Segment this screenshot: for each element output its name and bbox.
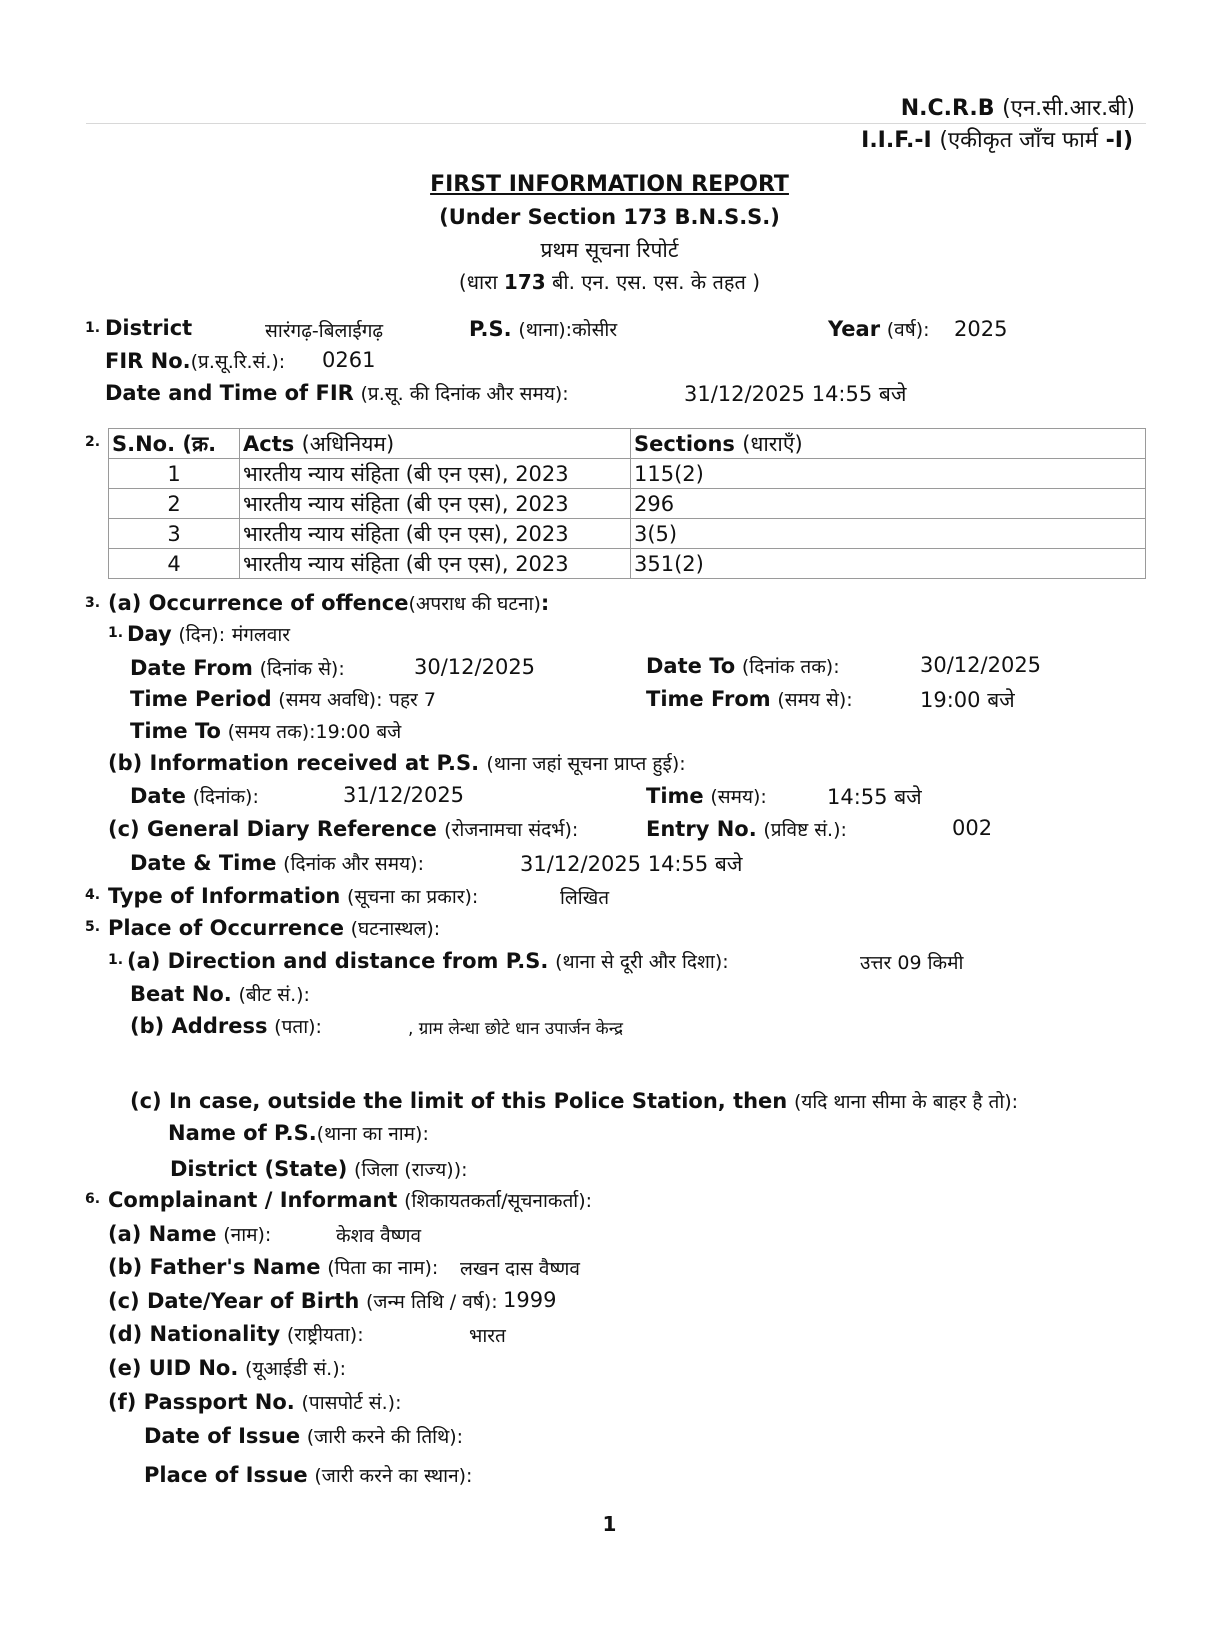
fir-no-value: 0261	[322, 348, 376, 372]
dob-value: 1999	[503, 1288, 557, 1312]
time-from-value: 19:00 बजे	[920, 688, 1015, 712]
ps-value: कोसीर	[572, 319, 618, 341]
date-to-value: 30/12/2025	[920, 653, 1042, 677]
occurrence-label-hi: (अपराध की घटना)	[408, 593, 541, 615]
time-to-label-hi: (समय तक):	[227, 721, 316, 743]
gd-reference-label: (c) General Diary Reference	[108, 817, 437, 841]
entry-no-label-hi: (प्रविष्ट सं.):	[763, 819, 847, 841]
year-label: Year	[828, 317, 881, 341]
year-value: 2025	[954, 317, 1008, 341]
time-period-label-hi: (समय अवधि):	[278, 689, 383, 711]
occurrence-heading	[108, 590, 549, 616]
time-from-field	[646, 686, 853, 712]
table-row	[109, 549, 1146, 579]
direction-distance-field	[127, 948, 729, 974]
gd-reference-label-hi: (रोजनामचा संदर्भ):	[444, 819, 579, 841]
outside-limit-field	[130, 1088, 1018, 1114]
complainant-label: Complainant / Informant	[108, 1188, 398, 1212]
outside-limit-label-hi: (यदि थाना सीमा के बाहर है तो):	[793, 1091, 1019, 1113]
info-received-label-hi: (थाना जहां सूचना प्राप्त हुई):	[486, 753, 686, 775]
iif-hi-close: -I)	[1105, 128, 1133, 153]
time-from-label: Time From	[646, 687, 771, 711]
subtitle-hindi-part: (धारा	[458, 270, 504, 294]
row-act: भारतीय न्याय संहिता (बी एन एस), 2023	[240, 459, 631, 489]
date-from-label: Date From	[130, 656, 253, 680]
nationality-value: भारत	[469, 1325, 506, 1347]
info-date-field	[130, 783, 259, 809]
gd-datetime-label-hi: (दिनांक और समय):	[283, 853, 424, 875]
time-to-field	[130, 718, 401, 744]
father-name-value: लखन दास वैष्णव	[460, 1258, 580, 1280]
day-label-hi: (दिन):	[178, 624, 226, 646]
ncrb-en: N.C.R.B	[900, 96, 995, 121]
occurrence-sub-number: 1.	[108, 625, 124, 641]
header-acts-hi: (अधिनियम)	[301, 431, 395, 456]
date-from-value: 30/12/2025	[414, 655, 536, 679]
time-period-value: पहर 7	[389, 689, 436, 711]
occurrence-label: (a) Occurrence of offence	[108, 591, 409, 615]
district-state-label-hi: (जिला (राज्य)):	[354, 1159, 468, 1181]
info-time-label: Time	[646, 784, 704, 808]
row-section: 351(2)	[631, 549, 1146, 579]
fir-no-label-hi: (प्र.सू.रि.सं.):	[190, 351, 286, 373]
table-header-row	[109, 429, 1146, 459]
row-act: भारतीय न्याय संहिता (बी एन एस), 2023	[240, 519, 631, 549]
complainant-name-field	[108, 1221, 271, 1247]
ncrb-hi: (एन.सी.आर.बी)	[1002, 96, 1135, 121]
complainant-label-hi: (शिकायतकर्ता/सूचनाकर्ता):	[404, 1190, 593, 1212]
section-3-number: 3.	[85, 595, 101, 611]
place-sub-number: 1.	[108, 952, 124, 968]
dob-label-hi: (जन्म तिथि / वर्ष):	[365, 1291, 498, 1313]
header-sno: S.No. (क्र.	[109, 429, 240, 459]
section-6-number: 6.	[85, 1191, 101, 1207]
issue-place-label-hi: (जारी करने का स्थान):	[314, 1465, 473, 1487]
entry-no-value: 002	[952, 816, 993, 840]
info-date-label-hi: (दिनांक):	[192, 786, 259, 808]
outside-limit-label: (c) In case, outside the limit of this Police Station, then	[130, 1089, 788, 1113]
date-to-field	[646, 653, 840, 679]
document-subtitle: (Under Section 173 B.N.S.S.)	[439, 205, 780, 229]
ps-field	[469, 316, 617, 342]
header-acts	[240, 429, 631, 459]
table-row	[109, 459, 1146, 489]
nationality-field	[108, 1321, 364, 1347]
dob-field	[108, 1288, 498, 1314]
issue-place-field	[144, 1462, 472, 1488]
time-period-field	[130, 686, 436, 712]
time-to-value: 19:00 बजे	[315, 721, 402, 743]
direction-distance-value: उत्तर 09 किमी	[860, 952, 964, 974]
uid-label-hi: (यूआईडी सं.):	[245, 1358, 347, 1380]
ps-label-hi: (थाना):	[518, 319, 573, 341]
info-received-label: (b) Information received at P.S.	[108, 751, 480, 775]
info-time-label-hi: (समय):	[710, 786, 767, 808]
district-state-field	[170, 1156, 468, 1182]
district-state-label: District (State)	[170, 1157, 348, 1181]
beat-no-label: Beat No.	[130, 982, 232, 1006]
row-section: 3(5)	[631, 519, 1146, 549]
address-value: , ग्राम लेन्धा छोटे धान उपार्जन केन्द्र	[408, 1019, 624, 1039]
day-field	[127, 621, 290, 647]
ncrb-header	[901, 92, 1135, 122]
header-acts-en: Acts	[243, 431, 295, 456]
iif-header	[861, 124, 1133, 154]
date-to-label-hi: (दिनांक तक):	[741, 656, 840, 678]
ps-name-label: Name of P.S.	[168, 1121, 317, 1145]
colon: :	[540, 591, 550, 615]
header-sections	[631, 429, 1146, 459]
subtitle-hindi-section: 173	[503, 270, 546, 294]
address-label: (b) Address	[130, 1014, 268, 1038]
row-sno: 4	[109, 549, 240, 579]
info-time-value: 14:55 बजे	[827, 785, 922, 809]
table-row	[109, 519, 1146, 549]
ps-name-field	[168, 1120, 429, 1146]
ps-label: P.S.	[469, 317, 512, 341]
time-to-label: Time To	[130, 719, 221, 743]
iif-hi-open: (एकीकृत जाँच फार्म	[939, 128, 1098, 153]
acts-sections-table	[108, 428, 1146, 579]
date-from-label-hi: (दिनांक से):	[259, 658, 345, 680]
address-field	[130, 1013, 322, 1039]
day-value: मंगलवार	[231, 624, 291, 646]
fir-datetime-value: 31/12/2025 14:55 बजे	[684, 382, 907, 406]
type-of-info-label: Type of Information	[108, 884, 341, 908]
place-of-occurrence-field	[108, 915, 440, 941]
type-of-info-field	[108, 883, 478, 909]
direction-distance-label: (a) Direction and distance from P.S.	[127, 949, 549, 973]
ps-name-label-hi: (थाना का नाम):	[316, 1123, 429, 1145]
district-label: District	[105, 316, 193, 340]
header-sections-en: Sections	[634, 431, 735, 456]
place-of-occurrence-label: Place of Occurrence	[108, 916, 344, 940]
row-sno: 3	[109, 519, 240, 549]
document-subtitle-hindi	[0, 268, 1219, 295]
info-date-label: Date	[130, 784, 186, 808]
uid-field	[108, 1355, 346, 1381]
issue-date-label: Date of Issue	[144, 1424, 301, 1448]
uid-label: (e) UID No.	[108, 1356, 239, 1380]
document-title: FIRST INFORMATION REPORT	[430, 172, 789, 197]
row-section: 296	[631, 489, 1146, 519]
fir-no-label: FIR No.	[105, 349, 191, 373]
issue-place-label: Place of Issue	[144, 1463, 308, 1487]
row-act: भारतीय न्याय संहिता (बी एन एस), 2023	[240, 549, 631, 579]
time-from-label-hi: (समय से):	[777, 689, 853, 711]
beat-no-label-hi: (बीट सं.):	[238, 984, 310, 1006]
place-of-occurrence-label-hi: (घटनास्थल):	[350, 918, 441, 940]
gd-datetime-field	[130, 850, 424, 876]
fir-datetime-label-hi: (प्र.सू. की दिनांक और समय):	[360, 383, 569, 405]
complainant-name-value: केशव वैष्णव	[336, 1225, 422, 1247]
section-5-number: 5.	[85, 919, 101, 935]
year-field	[828, 316, 930, 342]
district-value: सारंगढ़-बिलाईगढ़	[265, 320, 384, 342]
father-name-label: (b) Father's Name	[108, 1255, 321, 1279]
document-title-hindi: प्रथम सूचना रिपोर्ट	[540, 238, 679, 262]
row-section: 115(2)	[631, 459, 1146, 489]
complainant-name-label-hi: (नाम):	[223, 1224, 272, 1246]
day-label: Day	[127, 622, 172, 646]
info-received-heading	[108, 750, 686, 776]
type-of-info-label-hi: (सूचना का प्रकार):	[347, 886, 479, 908]
entry-no-field	[646, 816, 847, 842]
time-period-label: Time Period	[130, 687, 272, 711]
info-time-field	[646, 783, 767, 809]
fir-datetime-label: Date and Time of FIR	[105, 381, 354, 405]
section-4-number: 4.	[85, 887, 101, 903]
date-to-label: Date To	[646, 654, 736, 678]
gd-datetime-label: Date & Time	[130, 851, 277, 875]
nationality-label-hi: (राष्ट्रीयता):	[286, 1324, 364, 1346]
row-act: भारतीय न्याय संहिता (बी एन एस), 2023	[240, 489, 631, 519]
dob-label: (c) Date/Year of Birth	[108, 1289, 360, 1313]
passport-label-hi: (पासपोर्ट सं.):	[301, 1392, 402, 1414]
father-name-field	[108, 1254, 438, 1280]
gd-reference-heading	[108, 816, 578, 842]
complainant-name-label: (a) Name	[108, 1222, 217, 1246]
issue-date-label-hi: (जारी करने की तिथि):	[306, 1426, 464, 1448]
header-sections-hi: (धाराएँ)	[742, 431, 803, 456]
year-label-hi: (वर्ष):	[886, 319, 930, 341]
beat-no-field	[130, 981, 310, 1007]
issue-date-field	[144, 1423, 463, 1449]
passport-field	[108, 1389, 401, 1415]
entry-no-label: Entry No.	[646, 817, 757, 841]
passport-label: (f) Passport No.	[108, 1390, 295, 1414]
complainant-field	[108, 1187, 592, 1213]
fir-no-field	[105, 348, 285, 374]
date-from-field	[130, 655, 345, 681]
row-sno: 1	[109, 459, 240, 489]
subtitle-hindi-part: बी. एन. एस. एस. के तहत )	[545, 270, 761, 294]
section-1-number: 1.	[85, 320, 101, 336]
gd-datetime-value: 31/12/2025 14:55 बजे	[520, 852, 743, 876]
father-name-label-hi: (पिता का नाम):	[327, 1257, 439, 1279]
section-2-number: 2.	[85, 434, 101, 450]
nationality-label: (d) Nationality	[108, 1322, 281, 1346]
info-date-value: 31/12/2025	[343, 783, 465, 807]
page-number: 1	[602, 1512, 617, 1536]
table-row	[109, 489, 1146, 519]
direction-distance-label-hi: (थाना से दूरी और दिशा):	[555, 951, 729, 973]
row-sno: 2	[109, 489, 240, 519]
fir-datetime-field	[105, 380, 569, 406]
iif-en: I.I.F.-I	[861, 128, 932, 153]
type-of-info-value: लिखित	[560, 887, 610, 909]
address-label-hi: (पता):	[274, 1016, 322, 1038]
